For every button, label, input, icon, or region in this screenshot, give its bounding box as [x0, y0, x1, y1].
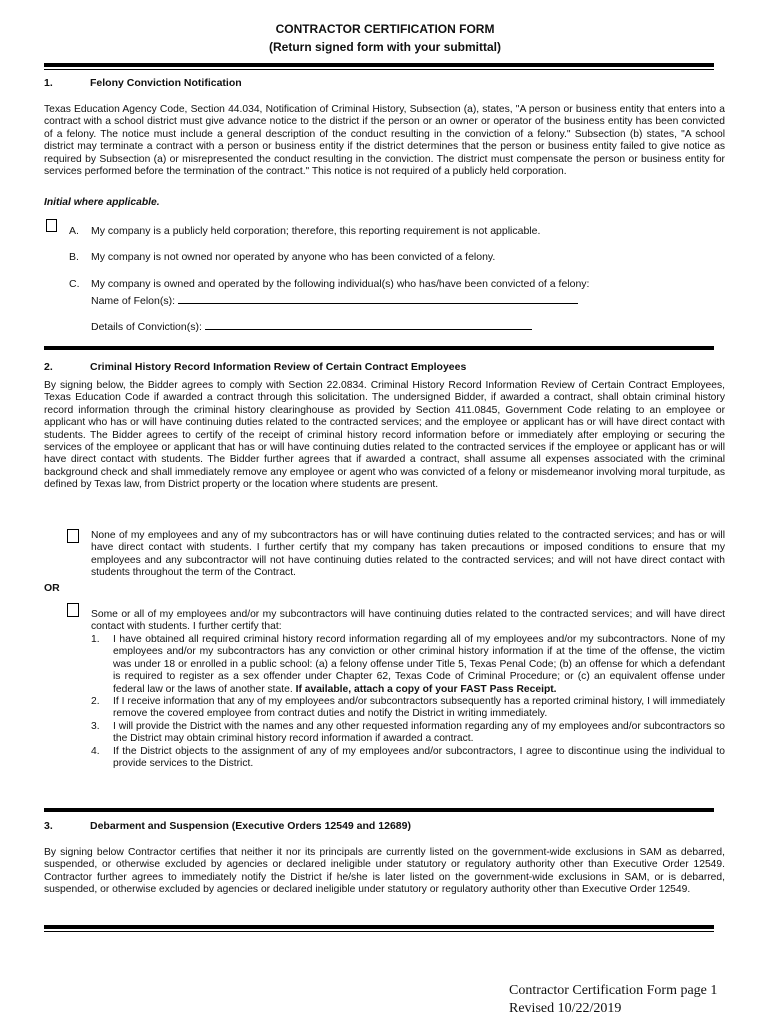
divider — [44, 346, 714, 350]
felon-name-row — [91, 292, 578, 307]
list-item-number: 1. — [91, 634, 100, 645]
section1-body: Texas Education Agency Code, Section 44.034, Notification of Criminal History, Subsection (a), states, "A person or business entity that enters into a contract with a school district must give advance notice to the district if the person or an owner or operator of the business entity has been convicted of a felony. The notice must include a general description of the conduct resulting in the conviction of a felony." Subsection (b) states, "A school district may terminate a contract with a person or business entity if the district determines that the person or business entity failed to give notice as required by Subsection (a) or misrepresented the conduct resulting in the conviction. The district must compensate the person or business entity for services performed before the termination of the contract." This notice is not required of a publicly held corporation. — [44, 104, 725, 178]
section3-body: By signing below Contractor certifies that neither it nor its principals are currently listed on the government-wide exclusions in SAM as debarred, suspended, or otherwise excluded by agencies or declared ineligible under statutory or regulatory authority other than Executive Order 12549. Contractor further agrees to immediately notify the District if he/she is later listed on the government-wide exclusions in SAM, or is debarred, suspended, or otherwise excluded by agencies or declared ineligible under statutory or regulatory authority other than Executive Order 12549. — [44, 847, 725, 896]
list-item-text: I will provide the District with the names and any other requested information regarding any of my employees and/or subcontractors so the District may obtain criminal history record information if awarded a contract. — [113, 720, 725, 745]
section3-heading: Debarment and Suspension (Executive Orders 12549 and 12689) — [90, 820, 411, 832]
conviction-details-row — [91, 318, 532, 333]
form-subtitle: (Return signed form with your submittal) — [268, 40, 501, 54]
footer-revised-date: Revised 10/22/2019 — [509, 1001, 622, 1016]
list-item-bold-text: If available, attach a copy of your FAST Pass Receipt. — [295, 683, 557, 695]
felon-name-field[interactable] — [178, 292, 578, 304]
list-item-text: If I receive information that any of my employees and/or subcontractors subsequently has a reported criminal history, I will immediately remove the covered employee from contract duties and notify the District in writing immediately. — [113, 696, 725, 720]
list-item-number: 2. — [91, 696, 100, 708]
list-item — [91, 721, 725, 746]
or-label: OR — [44, 582, 60, 594]
conviction-details-field[interactable] — [205, 318, 532, 330]
section1-heading: Felony Conviction Notification — [90, 77, 242, 89]
initial-checkbox[interactable] — [46, 219, 57, 232]
option-c-text: My company is owned and operated by the following individual(s) who has/have been convicted of a felony: — [91, 278, 590, 290]
no-direct-contact-checkbox[interactable] — [67, 529, 79, 543]
divider — [44, 63, 714, 67]
certification-list — [91, 634, 725, 770]
section2-number: 2. — [44, 361, 53, 373]
divider — [44, 931, 714, 932]
option-c-letter: C. — [69, 278, 80, 290]
option-a-text: My company is a publicly held corporation; therefore, this reporting requirement is not applicable. — [91, 225, 541, 237]
list-item-number: 3. — [91, 720, 100, 732]
section2-body: By signing below, the Bidder agrees to comply with Section 22.0834. Criminal History Record Information Review of Certain Contract Employees, Texas Education Code if awarded a contract through this solicitation. The undersigned Bidder, if awarded a contract, shall obtain criminal history record information through the criminal history clearinghouse as provided by Section 411.0845, Government Code relating to an employee or applicant who has or will have continuing duties related to the contracted services; and the employee or applicant has or will have direct contact with students. The Bidder agrees to certify of the receipt of criminal history record information before or immediately after employing or securing the services of the employee or applicant that has or will have continuing duties related to the contracted services if the employee or applicant has or will have direct contact with students. The Bidder further agrees that if awarded a contract, shall assume all expenses associated with the criminal background check and shall immediately remove any employee or agent who was convicted of a felony or misdemeanor involving moral turpitude, as defined by Texas law, from District property or the location where students are present. — [44, 380, 725, 491]
option-b-letter: B. — [69, 251, 79, 263]
list-item-text: If the District objects to the assignment of any of my employees and/or subcontractors, I agree to discontinue using the individual to provide services to the District. — [113, 745, 725, 770]
divider — [44, 69, 714, 70]
no-direct-contact-text: None of my employees and any of my subcontractors has or will have continuing duties related to the contracted services; and has or will have direct contact with students. I further certify that my company has taken precautions or imposed conditions to ensure that my employees and any subcontractor will not have continuing duties related to the contracted services; and will not have direct contact with students throughout the term of the Contract. — [91, 530, 725, 579]
section3-number: 3. — [44, 820, 53, 832]
list-item-number: 4. — [91, 745, 100, 757]
conviction-details-label: Details of Conviction(s): — [91, 321, 202, 333]
list-item — [91, 634, 725, 696]
footer-page-label: Contractor Certification Form page 1 — [509, 983, 718, 998]
initial-note: Initial where applicable. — [44, 197, 160, 208]
felon-name-label: Name of Felon(s): — [91, 295, 176, 307]
divider — [44, 808, 714, 812]
option-a-letter: A. — [69, 225, 79, 237]
direct-contact-checkbox[interactable] — [67, 603, 79, 617]
option-b-text: My company is not owned nor operated by anyone who has been convicted of a felony. — [91, 251, 496, 263]
section2-heading: Criminal History Record Information Review of Certain Contract Employees — [90, 361, 467, 373]
list-item — [91, 696, 725, 721]
list-item-text: I have obtained all required criminal history record information regarding all of my employees and/or my subcontractors. None of my employees and/or my subcontractors has any conviction or other criminal history information if at the time of the offense, the victim was under 18 or enrolled in a public school: (a) a felony offense under Title 5, Texas Penal Code; (b) an offense for which a defendant is required to register as a sex offender under Chapter 62, Texas Code of Criminal Procedure; or (c) an equivalent offense under federal law or the laws of another state. — [113, 634, 725, 695]
section1-number: 1. — [44, 77, 53, 89]
direct-contact-intro: Some or all of my employees and/or my subcontractors will have continuing duties related to the contracted services; and will have direct contact with students. I further certify that: — [91, 609, 725, 633]
divider — [44, 925, 714, 929]
form-title: CONTRACTOR CERTIFICATION FORM — [275, 22, 495, 36]
list-item — [91, 746, 725, 771]
